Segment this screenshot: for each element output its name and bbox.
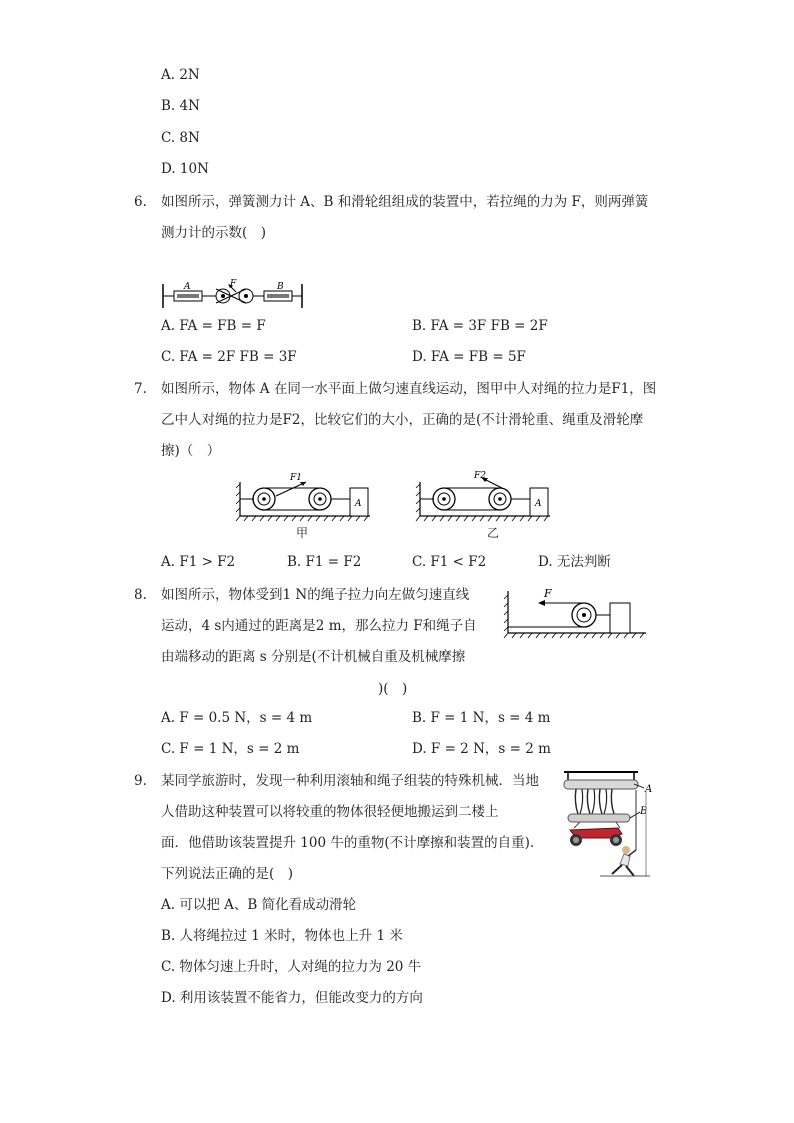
q5-option-c: C. 8N xyxy=(161,130,200,146)
q7-number: 7. xyxy=(134,381,147,397)
q6-option-a: A. FA = FB = F xyxy=(161,318,266,334)
q7-figure-jia xyxy=(236,470,374,522)
q9-label-a: A xyxy=(645,784,653,795)
q7-caption-jia: 甲 xyxy=(296,526,309,540)
q8-option-b: B. F = 1 N，s = 4 m xyxy=(412,710,551,726)
q9-option-d: D. 利用该装置不能省力，但能改变力的方向 xyxy=(161,990,423,1006)
q7-label-f2: F2 xyxy=(474,471,486,481)
q8-stem-line1: 如图所示，物体受到1 N的绳子拉力向左做匀速直线 xyxy=(161,587,470,603)
q7-figure-yi xyxy=(416,470,554,522)
q8-pulley-figure xyxy=(502,583,650,641)
q7-label-f1: F1 xyxy=(290,473,302,483)
q8-stem-line3: 由端移动的距离 s 分别是(不计机械自重及机械摩擦 xyxy=(161,649,466,665)
q7-option-b: B. F1 = F2 xyxy=(287,554,362,570)
q6-label-b: B xyxy=(277,282,284,292)
q9-stem-line4: 下列说法正确的是( ) xyxy=(161,866,294,882)
q9-option-b: B. 人将绳拉过 1 米时，物体也上升 1 米 xyxy=(161,928,403,944)
q8-stem-line4: )( ) xyxy=(378,681,408,697)
q8-option-c: C. F = 1 N，s = 2 m xyxy=(161,741,300,757)
q5-option-a: A. 2N xyxy=(161,67,200,83)
q7-option-d: D. 无法判断 xyxy=(538,554,611,570)
q6-label-f: F xyxy=(230,279,237,289)
q6-stem-line1: 如图所示，弹簧测力计 A、B 和滑轮组组成的装置中，若拉绳的力为 F，则两弹簧 xyxy=(161,194,649,210)
q7-label-a-yi: A xyxy=(535,499,542,509)
q9-stem-line1: 某同学旅游时，发现一种利用滚轴和绳子组装的特殊机械．当地 xyxy=(161,773,539,789)
q6-option-c: C. FA = 2F FB = 3F xyxy=(161,349,297,365)
q9-roller-lift-figure xyxy=(560,768,660,880)
q6-option-b: B. FA = 3F FB = 2F xyxy=(412,318,548,334)
q6-number: 6. xyxy=(134,194,147,210)
q9-option-a: A. 可以把 A、B 简化看成动滑轮 xyxy=(161,897,357,913)
q8-number: 8. xyxy=(134,587,147,603)
q9-stem-line2: 人借助这种装置可以将较重的物体很轻便地搬运到二楼上 xyxy=(161,804,499,820)
q8-stem-line2: 运动，4 s内通过的距离是2 m，那么拉力 F和绳子自 xyxy=(161,618,477,634)
q7-option-a: A. F1 > F2 xyxy=(161,554,236,570)
q8-option-d: D. F = 2 N，s = 2 m xyxy=(412,741,551,757)
q7-stem-line2: 乙中人对绳的拉力是F2，比较它们的大小，正确的是(不计滑轮重、绳重及滑轮摩 xyxy=(161,412,644,428)
q7-caption-yi: 乙 xyxy=(487,526,500,540)
q6-spring-pulley-figure xyxy=(160,278,306,310)
q7-label-a-jia: A xyxy=(355,499,362,509)
q6-label-a: A xyxy=(184,282,191,292)
q7-stem-line1: 如图所示，物体 A 在同一水平面上做匀速直线运动，图甲中人对绳的拉力是F1，图 xyxy=(161,381,657,397)
q7-option-c: C. F1 < F2 xyxy=(412,554,487,570)
q7-stem-line3: 擦)（ ） xyxy=(161,443,221,459)
q6-stem-line2: 测力计的示数( ) xyxy=(161,225,267,241)
q8-option-a: A. F = 0.5 N，s = 4 m xyxy=(161,710,313,726)
q9-option-c: C. 物体匀速上升时，人对绳的拉力为 20 牛 xyxy=(161,959,422,975)
q5-option-d: D. 10N xyxy=(161,161,209,177)
q9-number: 9. xyxy=(134,773,147,789)
q9-stem-line3: 面．他借助该装置提升 100 牛的重物(不计摩擦和装置的自重). xyxy=(161,835,535,851)
q6-option-d: D. FA = FB = 5F xyxy=(412,349,526,365)
q5-option-b: B. 4N xyxy=(161,98,200,114)
q9-label-b: B xyxy=(640,806,648,817)
q8-label-f: F xyxy=(544,587,552,600)
